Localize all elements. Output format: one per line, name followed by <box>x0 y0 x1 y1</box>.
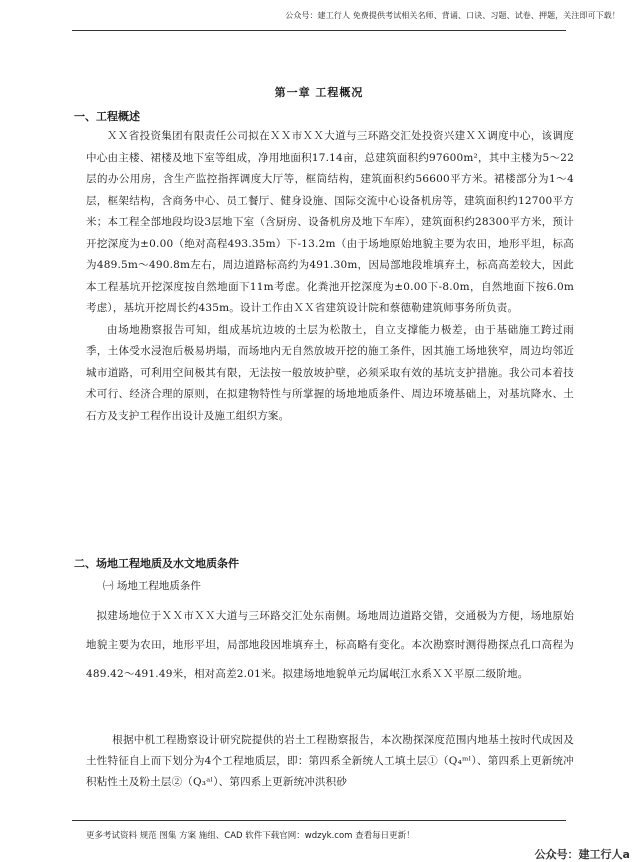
paragraph: ＸＸ省投资集团有限责任公司拟在ＸＸ市ＸＸ大道与三环路交汇处投资兴建ＸＸ调度中心，该调度中心由主楼、裙楼及地下室等组成，净用地面积17.14亩，总建筑面积约97600m²，其中主楼为5～22层的办公用房，含生产监控指挥调度大厅等，框筒结构，建筑面积约56600平方米。裙楼部分为1～4层，框架结构，含商务中心、员工餐厅、健身设施、国际交流中心设备机房等，建筑面积约12700平方米；本工程全部地段均设3层地下室（含厨房、设备机房及地下车库），建筑面积约28300平方米，预计开挖深度为±0.00（绝对高程493.35m）下-13.2m（由于场地原始地貌主要为农田，地形平坦，标高为489.5m～490.8m左右，周边道路标高约为491.30m，因局部地段堆填弃土，标高高差较大，因此本工程基坑开挖深度按自然地面下11m考虑。化粪池开挖深度为±0.00下-8.0m，自然地面下按6.0m考虑），基坑开挖周长约435m。设计工作由ＸＸ省建筑设计院和蔡德勒建筑师事务所负责。 <box>86 130 574 314</box>
paragraph: 由场地勘察报告可知，组成基坑边坡的土层为松散土，自立支撑能力极差，由于基础施工跨过雨季，土体受水浸泡后极易坍塌，而场地内无自然放坡开挖的施工条件，因其施工场地狭窄，周边均邻近城市道路，可利用空间极其有限，无法按一般放坡护壁，必须采取有效的基坑支护措施。我公司本着技术可行、经济合理的原则，在拟建物特性与所掌握的场地地质条件、周边环境基础上，对基坑降水、土石方及支护工程作出设计及施工组织方案。 <box>86 323 574 422</box>
paragraph: 根据中机工程勘察设计研究院提供的岩土工程勘察报告，本次勘探深度范围内地基土按时代成因及土性特征自上而下划分为4个工程地质层，即：第四系全新统人工填土层①（Q₄ᵐˡ）、第四系上更新统冲积粘性土及粉土层②（Q₃ᵃˡ）、第四系上更新统冲洪积砂 <box>86 734 574 788</box>
header-divider <box>72 30 566 31</box>
chapter-title: 第一章 工程概况 <box>274 86 364 99</box>
section-heading-geology: 二、场地工程地质及水文地质条件 <box>74 557 239 570</box>
footer-brand: 公众号：建工行人a <box>534 848 630 861</box>
section-geology-body <box>86 602 574 689</box>
header-note: 公众号：建工行人 免费提供考试相关名师、背诵、口诀、习题、试卷、押题，关注即可下载！ <box>285 11 620 20</box>
paragraph: 拟建场地位于ＸＸ市ＸＸ大道与三环路交汇处东南侧。场地周边道路交错，交通极为方便，场地原始地貌主要为农田，地形平坦，局部地段因堆填弃土，标高略有变化。本次勘察时测得勘探点孔口高程为489.42～491.49米，相对高差2.01米。拟建场地地貌单元均属岷江水系ＸＸ平原二级阶地。 <box>86 610 574 680</box>
footer-divider <box>72 820 566 821</box>
footer-note: 更多考试资料 规范 图集 方案 施组、CAD 软件下载官网：wdzyk.com 查看每日更新！ <box>86 831 415 841</box>
section-geology-body-2 <box>86 730 574 793</box>
section-heading-overview: 一、工程概述 <box>74 110 140 123</box>
section-overview-body <box>86 126 574 427</box>
sub-heading-geology-conditions: ㈠ 场地工程地质条件 <box>103 580 201 592</box>
